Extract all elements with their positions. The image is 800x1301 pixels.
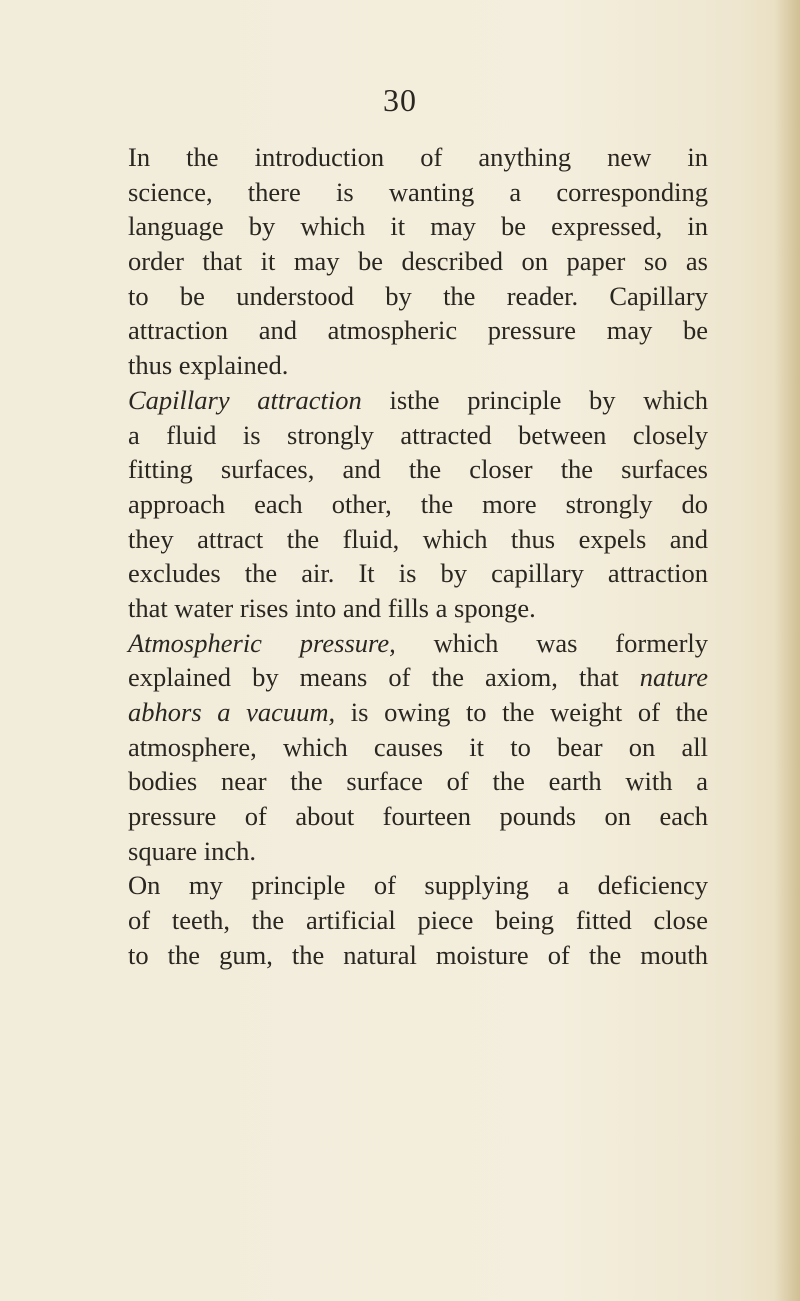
- italic-term: Capillary attraction: [128, 384, 362, 415]
- text-segment: excludes the air. It is by capillary attraction: [128, 558, 708, 589]
- text-segment: fitting surfaces, and the closer the surfaces: [128, 454, 708, 485]
- text-segment: In the introduction of anything new in: [128, 142, 708, 172]
- text-segment: of teeth, the artificial piece being fitted close: [128, 905, 708, 936]
- text-line: [128, 868, 708, 903]
- text-line: [128, 487, 708, 522]
- text-line: [128, 418, 708, 453]
- text-segment: language by which it may be expressed, in: [128, 211, 708, 242]
- text-line: [128, 556, 708, 591]
- text-line: [128, 938, 708, 973]
- text-segment: atmosphere, which causes it to bear on all: [128, 731, 708, 762]
- page-number: 30: [383, 82, 417, 118]
- text-line: [128, 730, 708, 765]
- text-segment: science, there is wanting a corresponding: [128, 176, 708, 207]
- text-line: [128, 209, 708, 244]
- text-line: [128, 903, 708, 938]
- text-segment: approach each other, the more strongly do: [128, 488, 708, 519]
- body-text: [128, 140, 708, 973]
- text-line: [128, 834, 708, 869]
- text-line: [128, 591, 708, 626]
- text-line: [128, 244, 708, 279]
- text-segment: square inch.: [128, 835, 257, 866]
- text-line: [128, 764, 708, 799]
- text-segment: a fluid is strongly attracted between closely: [128, 419, 708, 450]
- text-line: [128, 695, 708, 730]
- text-segment: thus explained.: [128, 350, 289, 381]
- text-segment: isthe principle by which: [361, 384, 708, 415]
- text-segment: to be understood by the reader. Capillary: [128, 280, 708, 311]
- text-segment: that water rises into and fills a sponge.: [128, 592, 536, 623]
- text-segment: to the gum, the natural moisture of the mouth: [128, 939, 708, 970]
- text-segment: attraction and atmospheric pressure may be: [128, 315, 708, 346]
- text-line: [128, 175, 708, 210]
- text-line: [128, 626, 708, 661]
- italic-term: Atmospheric pressure,: [128, 627, 396, 658]
- italic-term: nature: [639, 662, 708, 693]
- text-segment: order that it may be described on paper so as: [128, 246, 708, 277]
- text-line: [128, 660, 708, 695]
- italic-term: abhors a vacuum,: [128, 697, 336, 727]
- text-segment: pressure of about fourteen pounds on each: [128, 801, 708, 832]
- page-edge-shadow: [774, 0, 800, 1301]
- text-line: [128, 452, 708, 487]
- text-segment: On my principle of supplying a deficiency: [128, 870, 708, 901]
- text-line: [128, 799, 708, 834]
- text-line: [128, 279, 708, 314]
- text-segment: explained by means of the axiom, that: [128, 662, 640, 693]
- text-line: [128, 313, 708, 348]
- text-segment: is owing to the weight of the: [335, 697, 708, 727]
- text-line: [128, 383, 708, 418]
- text-line: [128, 522, 708, 557]
- text-segment: bodies near the surface of the earth with a: [128, 766, 708, 797]
- text-segment: which was formerly: [395, 627, 709, 658]
- text-segment: they attract the fluid, which thus expels and: [128, 523, 708, 554]
- text-line: [128, 140, 708, 175]
- text-line: [128, 348, 708, 383]
